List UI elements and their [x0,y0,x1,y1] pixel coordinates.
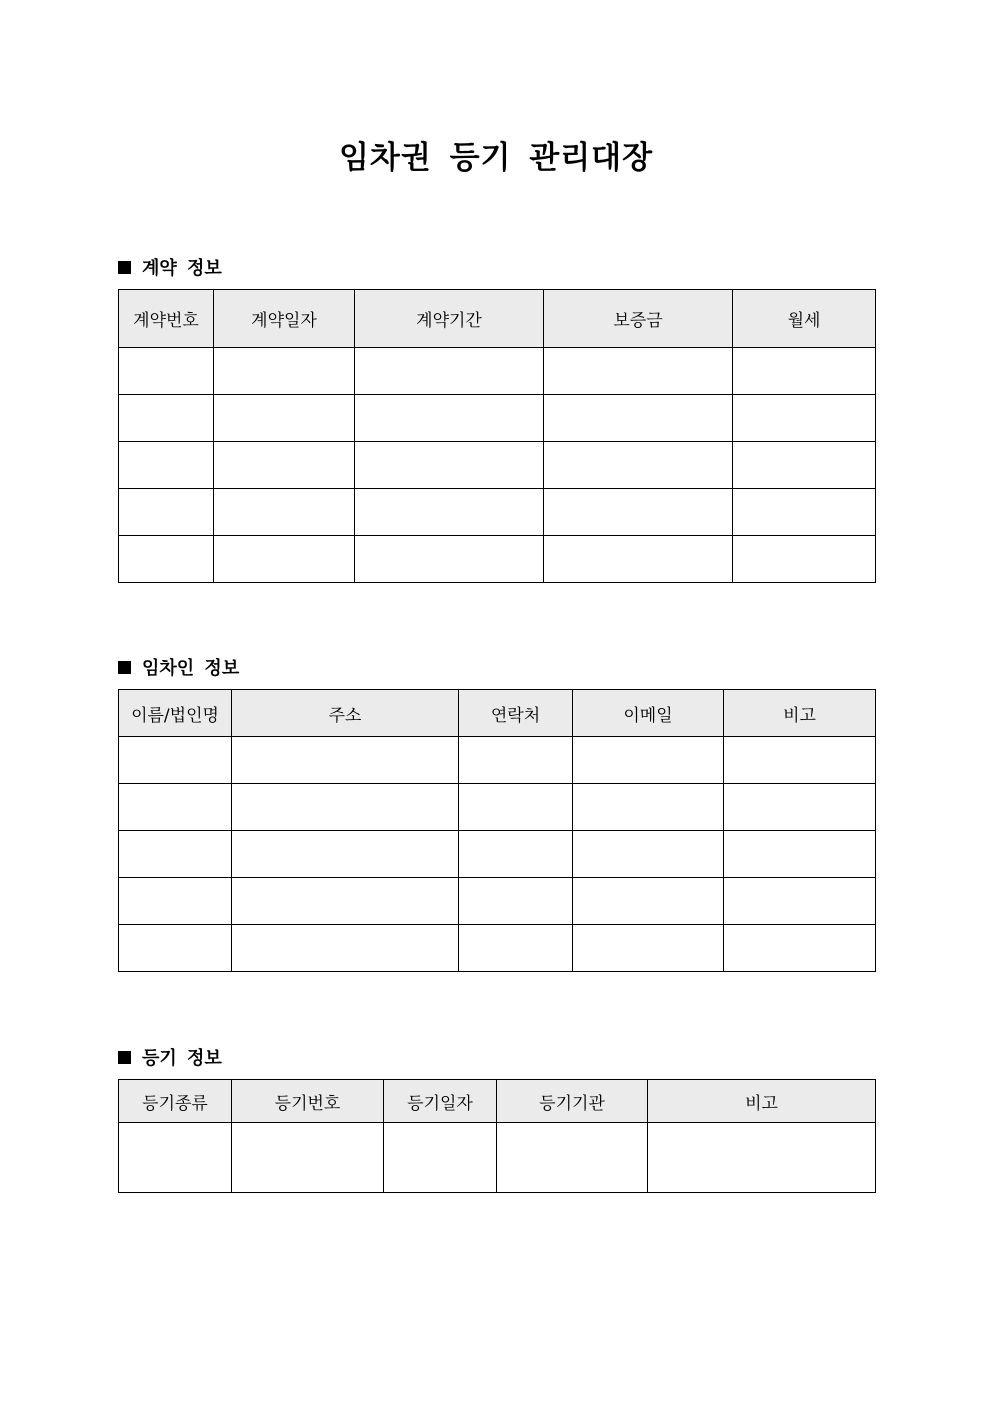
table-cell[interactable] [232,831,459,878]
table-cell[interactable] [355,442,544,489]
table-cell[interactable] [232,1123,384,1193]
table-cell[interactable] [214,489,355,536]
table-row [119,395,876,442]
table-cell[interactable] [355,348,544,395]
column-header-phone: 연락처 [459,690,573,737]
table-cell[interactable] [119,784,232,831]
table-cell[interactable] [119,925,232,972]
table-cell[interactable] [459,878,573,925]
table-row [119,1123,876,1193]
table-cell[interactable] [355,395,544,442]
table-cell[interactable] [544,489,733,536]
table-row [119,442,876,489]
table-cell[interactable] [648,1123,876,1193]
table-cell[interactable] [544,442,733,489]
registration-header-row [119,1080,876,1123]
square-bullet-icon [118,1051,131,1064]
table-row [119,536,876,583]
table-row [119,878,876,925]
table-cell[interactable] [119,536,214,583]
table-cell[interactable] [724,878,876,925]
table-cell[interactable] [544,395,733,442]
table-row [119,737,876,784]
table-cell[interactable] [232,784,459,831]
column-header-remarks: 비고 [724,690,876,737]
table-cell[interactable] [497,1123,648,1193]
table-cell[interactable] [384,1123,497,1193]
table-cell[interactable] [573,831,724,878]
table-cell[interactable] [573,784,724,831]
table-cell[interactable] [119,442,214,489]
square-bullet-icon [118,661,131,674]
table-cell[interactable] [733,489,876,536]
column-header-contract-date: 계약일자 [214,290,355,348]
table-cell[interactable] [119,348,214,395]
contract-header-row [119,290,876,348]
contract-table [118,289,876,583]
table-cell[interactable] [232,925,459,972]
column-header-registration-type: 등기종류 [119,1080,232,1123]
table-row [119,925,876,972]
column-header-monthly-rent: 월세 [733,290,876,348]
column-header-contract-period: 계약기간 [355,290,544,348]
table-cell[interactable] [355,489,544,536]
table-cell[interactable] [232,737,459,784]
tenant-section-heading [118,654,239,680]
table-cell[interactable] [544,348,733,395]
table-cell[interactable] [214,348,355,395]
tenant-table [118,689,876,972]
table-cell[interactable] [724,784,876,831]
table-cell[interactable] [119,395,214,442]
table-cell[interactable] [724,737,876,784]
table-row [119,784,876,831]
tenant-section-label: 임차인 정보 [142,658,240,679]
table-cell[interactable] [459,737,573,784]
column-header-address: 주소 [232,690,459,737]
table-row [119,489,876,536]
table-row [119,831,876,878]
table-cell[interactable] [544,536,733,583]
registration-section-label: 등기 정보 [142,1048,222,1069]
table-cell[interactable] [733,536,876,583]
table-cell[interactable] [355,536,544,583]
table-cell[interactable] [733,395,876,442]
column-header-name: 이름/법인명 [119,690,232,737]
table-cell[interactable] [459,784,573,831]
column-header-registration-office: 등기기관 [497,1080,648,1123]
registration-section-heading [118,1044,222,1070]
table-cell[interactable] [724,831,876,878]
table-cell[interactable] [119,878,232,925]
table-cell[interactable] [459,925,573,972]
square-bullet-icon [118,261,131,274]
table-cell[interactable] [573,878,724,925]
contract-section-heading [118,254,222,280]
column-header-email: 이메일 [573,690,724,737]
registration-table [118,1079,876,1193]
column-header-registration-date: 등기일자 [384,1080,497,1123]
table-cell[interactable] [232,878,459,925]
table-cell[interactable] [119,489,214,536]
table-cell[interactable] [733,348,876,395]
table-cell[interactable] [214,536,355,583]
page-title: 임차권 등기 관리대장 [338,140,654,176]
table-cell[interactable] [119,831,232,878]
table-cell[interactable] [573,737,724,784]
table-cell[interactable] [119,1123,232,1193]
table-cell[interactable] [214,442,355,489]
table-cell[interactable] [459,831,573,878]
table-row [119,348,876,395]
table-cell[interactable] [119,737,232,784]
column-header-deposit: 보증금 [544,290,733,348]
table-cell[interactable] [724,925,876,972]
column-header-contract-number: 계약번호 [119,290,214,348]
tenant-header-row [119,690,876,737]
column-header-registration-number: 등기번호 [232,1080,384,1123]
contract-section-label: 계약 정보 [142,258,222,279]
table-cell[interactable] [573,925,724,972]
table-cell[interactable] [214,395,355,442]
column-header-remarks: 비고 [648,1080,876,1123]
table-cell[interactable] [733,442,876,489]
